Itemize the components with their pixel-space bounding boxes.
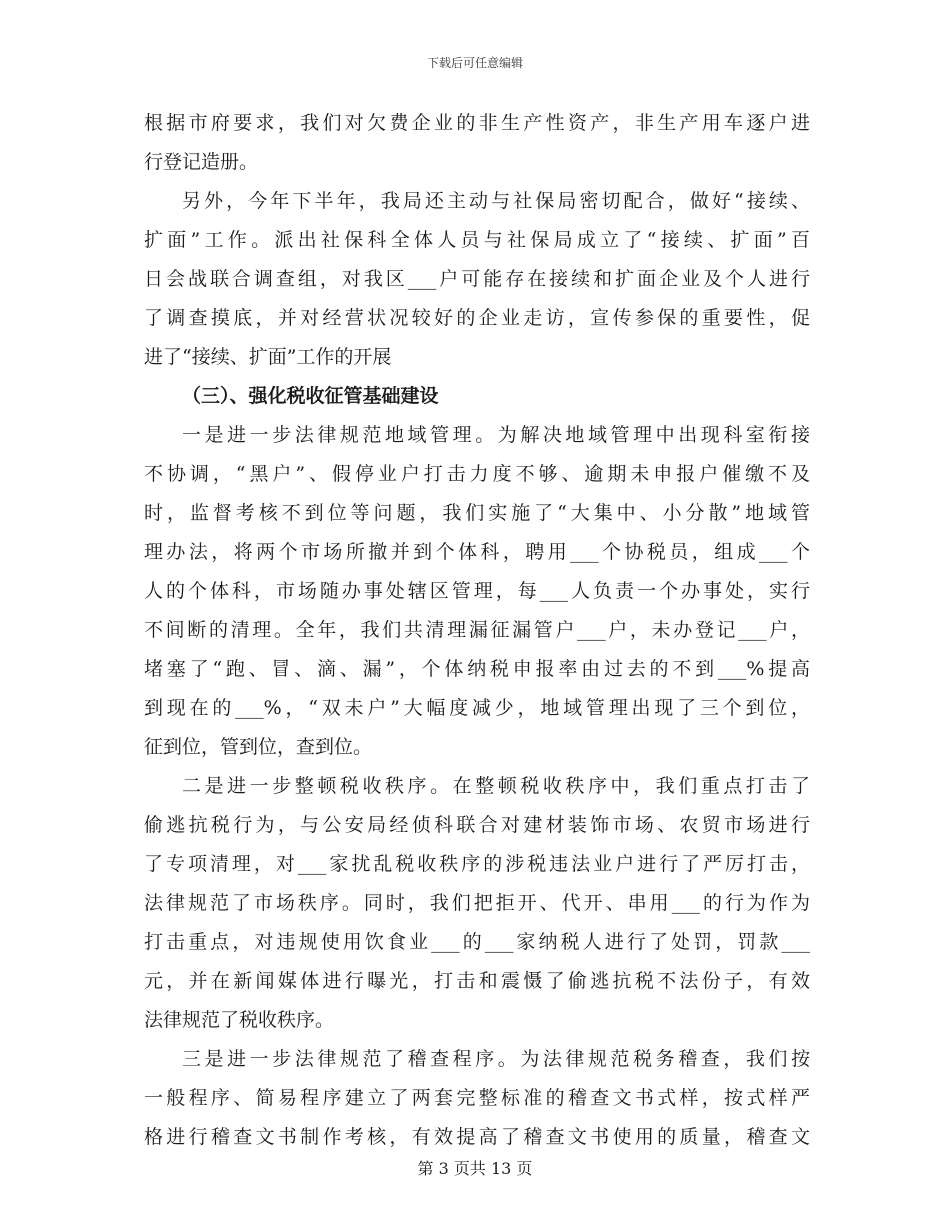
paragraph-line: 到现在的___%，“双未户”大幅度减少，地域管理出现了三个到位， (144, 697, 810, 719)
paragraph-line: 了调查摸底，并对经营状况较好的企业走访，宣传参保的重要性，促 (144, 307, 810, 329)
paragraph-line: 打击重点，对违规使用饮食业___的___家纳税人进行了处罚，罚款___ (144, 931, 810, 953)
paragraph-line: 了专项清理，对___家扰乱税收秩序的涉税违法业户进行了严厉打击， (144, 853, 810, 875)
paragraph-line: 一般程序、简易程序建立了两套完整标准的稽查文书式样，按式样严 (144, 1087, 810, 1109)
paragraph-line: 不协调，“黑户”、假停业户打击力度不够、逾期未申报户催缴不及 (144, 463, 810, 485)
paragraph-line: 扩面”工作。派出社保科全体人员与社保局成立了“接续、扩面”百 (144, 229, 810, 251)
paragraph-line: 元，并在新闻媒体进行曝光，打击和震慑了偷逃抗税不法份子，有效 (144, 970, 810, 992)
paragraph-line: 堵塞了“跑、冒、滴、漏”，个体纳税申报率由过去的不到___%提高 (144, 658, 810, 680)
section-heading: （三）、强化税收征管基础建设 (182, 385, 439, 407)
paragraph-line: 进了“接续、扩面”工作的开展 (144, 346, 392, 368)
paragraph-line: 征到位，管到位，查到位。 (144, 736, 373, 758)
paragraph-line: 理办法，将两个市场所撤并到个体科，聘用___个协税员，组成___个 (144, 541, 810, 563)
paragraph-line: 不间断的清理。全年，我们共清理漏征漏管户___户，未办登记___户， (144, 619, 810, 641)
page-header: 下载后可任意编辑 (426, 56, 523, 70)
paragraph-line: 人的个体科，市场随办事处辖区管理，每___人负责一个办事处，实行 (144, 580, 810, 602)
document-body (144, 104, 810, 1157)
paragraph-line: 另外，今年下半年，我局还主动与社保局密切配合，做好“接续、 (182, 190, 810, 212)
paragraph-line: 法律规范了市场秩序。同时，我们把拒开、代开、串用___的行为作为 (144, 892, 810, 914)
paragraph-line: 格进行稽查文书制作考核，有效提高了稽查文书使用的质量，稽查文 (144, 1126, 810, 1148)
paragraph-line: 二是进一步整顿税收秩序。在整顿税收秩序中，我们重点打击了 (182, 775, 810, 797)
paragraph-line: 法律规范了税收秩序。 (144, 1009, 335, 1031)
paragraph-line: 一是进一步法律规范地域管理。为解决地域管理中出现科室衔接 (182, 424, 810, 446)
paragraph-line: 行登记造册。 (144, 151, 259, 173)
paragraph-line: 三是进一步法律规范了稽查程序。为法律规范税务稽查，我们按 (182, 1048, 810, 1070)
paragraph-line: 根据市府要求，我们对欠费企业的非生产性资产，非生产用车逐户进 (144, 112, 810, 134)
page-footer: 第 3 页共 13 页 (417, 1159, 533, 1178)
paragraph-line: 时，监督考核不到位等问题，我们实施了“大集中、小分散”地域管 (144, 502, 810, 524)
paragraph-line: 日会战联合调查组，对我区___户可能存在接续和扩面企业及个人进行 (144, 268, 810, 290)
paragraph-line: 偷逃抗税行为，与公安局经侦科联合对建材装饰市场、农贸市场进行 (144, 814, 810, 836)
